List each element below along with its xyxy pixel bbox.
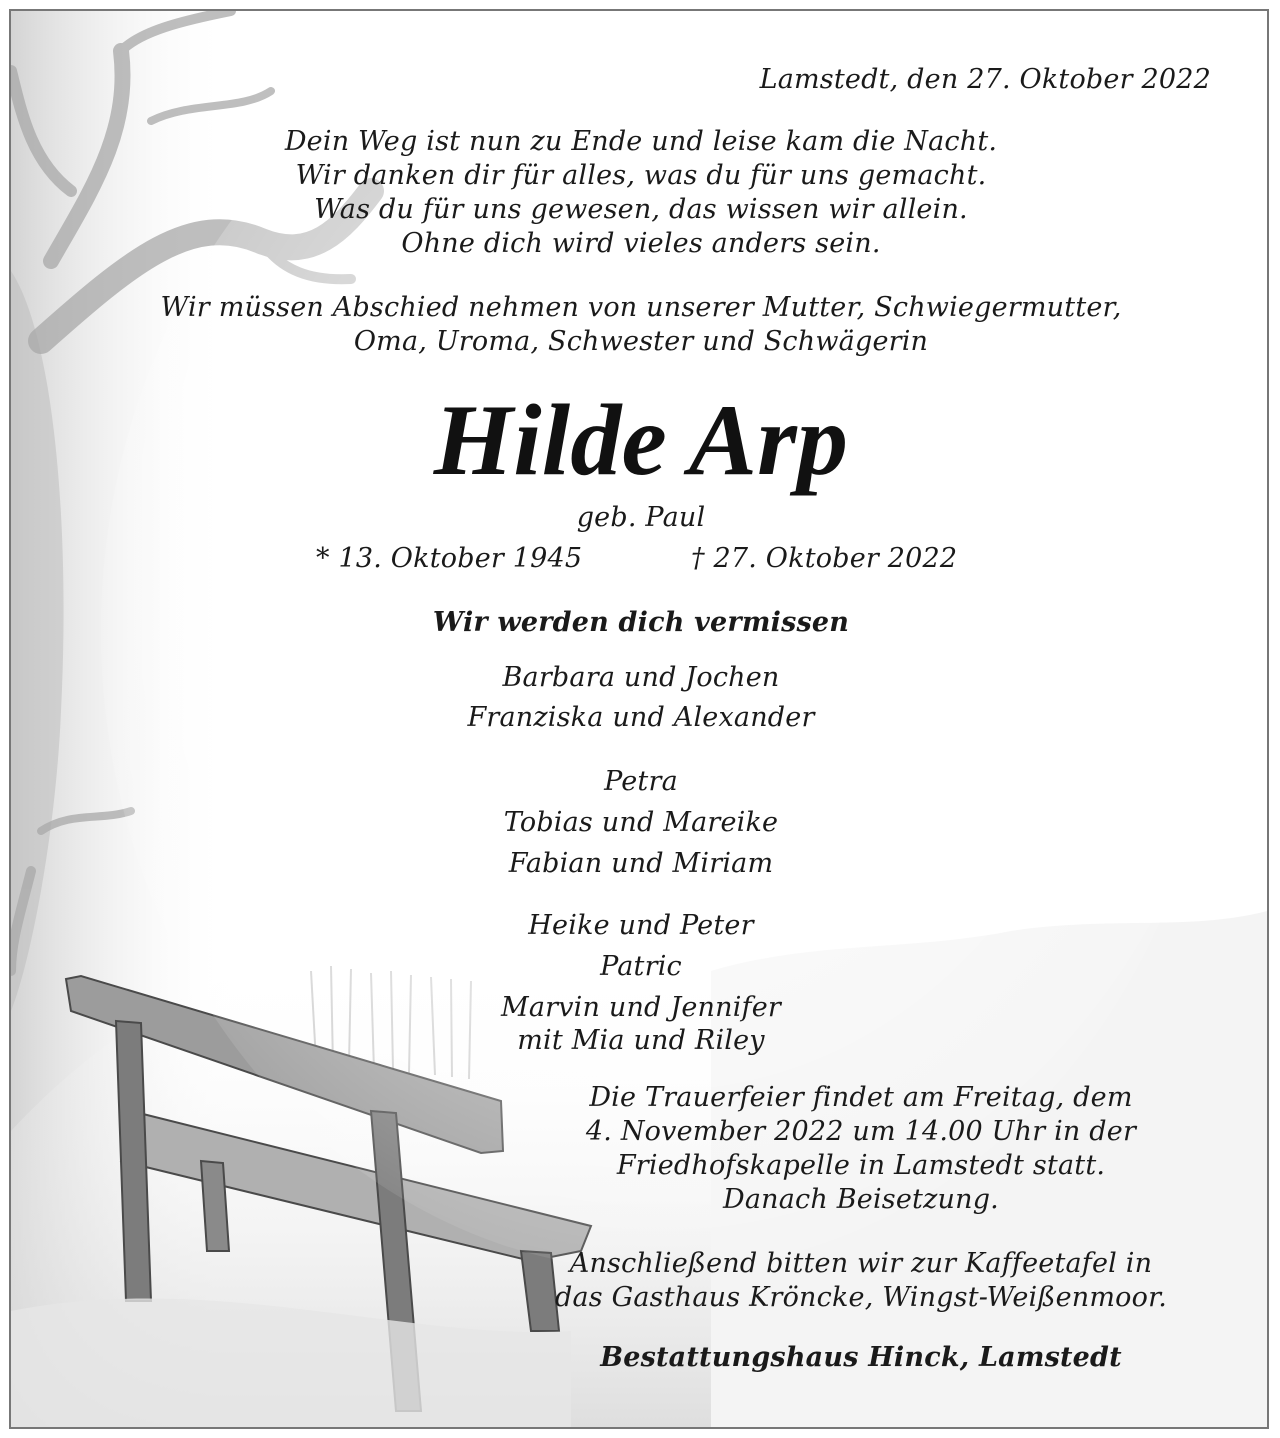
- intro-line: Wir müssen Abschied nehmen von unserer Mutter, Schwiegermutter,: [160, 292, 1122, 323]
- farewell-line: Wir werden dich vermissen: [432, 607, 850, 638]
- poem-line: Dein Weg ist nun zu Ende und leise kam die Nacht.: [284, 126, 998, 157]
- mourner: Franziska und Alexander: [467, 702, 815, 733]
- coffee-line: Anschließend bitten wir zur Kaffeetafel in: [569, 1248, 1153, 1279]
- service-line: Danach Beisetzung.: [723, 1184, 999, 1215]
- poem-line: Ohne dich wird vieles anders sein.: [401, 228, 881, 259]
- service-line: 4. November 2022 um 14.00 Uhr in der: [585, 1116, 1137, 1147]
- mourner: Tobias und Mareike: [503, 807, 779, 838]
- birth-name: geb. Paul: [576, 502, 706, 533]
- coffee-line: das Gasthaus Kröncke, Wingst-Weißenmoor.: [555, 1282, 1167, 1313]
- poem-line: Was du für uns gewesen, das wissen wir allein.: [314, 194, 968, 225]
- birth-date: * 13. Oktober 1945: [316, 543, 583, 574]
- deceased-name: Hilde Arp: [433, 384, 849, 497]
- death-date: † 27. Oktober 2022: [691, 543, 958, 574]
- intro-text: [111, 291, 1171, 359]
- mourner: Heike und Peter: [528, 910, 754, 941]
- mourner: mit Mia und Riley: [517, 1025, 765, 1056]
- place-date: Lamstedt, den 27. Oktober 2022: [759, 64, 1211, 95]
- mourner: Fabian und Miriam: [508, 848, 774, 879]
- coffee-gathering-info: [511, 1247, 1211, 1315]
- mourner: Marvin und Jennifer: [500, 992, 782, 1023]
- funeral-service-info: [511, 1081, 1211, 1217]
- mourner: Petra: [604, 766, 678, 797]
- service-line: Die Trauerfeier findet am Freitag, dem: [589, 1082, 1133, 1113]
- intro-line: Oma, Uroma, Schwester und Schwägerin: [353, 326, 929, 357]
- funeral-home: Bestattungshaus Hinck, Lamstedt: [600, 1342, 1122, 1373]
- mourner: Barbara und Jochen: [502, 662, 780, 693]
- obituary-notice: [9, 9, 1269, 1429]
- poem: [111, 125, 1171, 261]
- mourner: Patric: [600, 951, 682, 982]
- service-line: Friedhofskapelle in Lamstedt statt.: [616, 1150, 1106, 1181]
- poem-line: Wir danken dir für alles, was du für uns gemacht.: [295, 160, 987, 191]
